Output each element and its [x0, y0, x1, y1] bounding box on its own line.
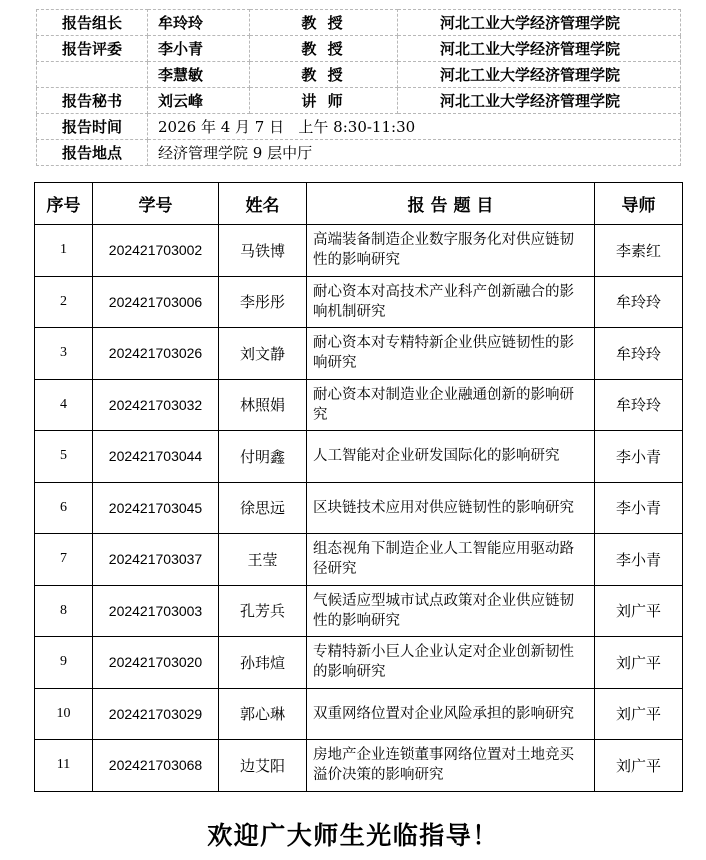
student-id: 202421703006 [93, 276, 219, 328]
advisor-name: 李小青 [595, 534, 683, 586]
role-label: 报告秘书 [37, 88, 148, 114]
member-name: 刘云峰 [148, 88, 250, 114]
member-title: 教 授 [250, 10, 398, 36]
header-no: 序号 [35, 183, 93, 225]
student-name: 孙玮煊 [219, 637, 307, 689]
report-topic: 区块链技术应用对供应链韧性的影响研究 [307, 482, 595, 534]
member-title: 教 授 [250, 36, 398, 62]
report-schedule-table [34, 182, 683, 792]
row-number: 6 [35, 482, 93, 534]
table-row [35, 379, 683, 431]
row-number: 5 [35, 431, 93, 483]
role-label: 报告组长 [37, 10, 148, 36]
header-topic: 报 告 题 目 [307, 183, 595, 225]
table-row [35, 688, 683, 740]
report-topic: 高端装备制造企业数字服务化对供应链韧性的影响研究 [307, 225, 595, 277]
time-value: 2026 年 4 月 7 日 上午 8:30-11:30 [148, 114, 681, 140]
student-id: 202421703032 [93, 379, 219, 431]
advisor-name: 刘广平 [595, 637, 683, 689]
place-value: 经济管理学院 9 层中厅 [148, 140, 681, 166]
table-header-row [35, 183, 683, 225]
student-id: 202421703045 [93, 482, 219, 534]
student-name: 马铁博 [219, 225, 307, 277]
report-topic: 双重网络位置对企业风险承担的影响研究 [307, 688, 595, 740]
table-row [35, 225, 683, 277]
table-row [35, 276, 683, 328]
header-name: 姓名 [219, 183, 307, 225]
info-row [37, 36, 681, 62]
member-title: 讲 师 [250, 88, 398, 114]
advisor-name: 刘广平 [595, 740, 683, 792]
student-id: 202421703044 [93, 431, 219, 483]
student-id: 202421703026 [93, 328, 219, 380]
report-topic: 气候适应型城市试点政策对企业供应链韧性的影响研究 [307, 585, 595, 637]
welcome-footer: 欢迎广大师生光临指导！ [207, 821, 499, 850]
table-row [35, 637, 683, 689]
info-row [37, 10, 681, 36]
student-name: 刘文静 [219, 328, 307, 380]
member-name: 李小青 [148, 36, 250, 62]
info-row-time [37, 114, 681, 140]
advisor-name: 李小青 [595, 482, 683, 534]
report-topic: 耐心资本对高技术产业科产创新融合的影响机制研究 [307, 276, 595, 328]
row-number: 4 [35, 379, 93, 431]
header-advisor: 导师 [595, 183, 683, 225]
row-number: 11 [35, 740, 93, 792]
student-id: 202421703002 [93, 225, 219, 277]
advisor-name: 刘广平 [595, 585, 683, 637]
info-row [37, 88, 681, 114]
student-name: 李彤彤 [219, 276, 307, 328]
row-number: 10 [35, 688, 93, 740]
report-topic: 耐心资本对专精特新企业供应链韧性的影响研究 [307, 328, 595, 380]
member-affiliation: 河北工业大学经济管理学院 [398, 10, 681, 36]
student-name: 林照娟 [219, 379, 307, 431]
advisor-name: 牟玲玲 [595, 379, 683, 431]
member-title: 教 授 [250, 62, 398, 88]
row-number: 8 [35, 585, 93, 637]
row-number: 3 [35, 328, 93, 380]
row-number: 7 [35, 534, 93, 586]
student-id: 202421703020 [93, 637, 219, 689]
advisor-name: 李素红 [595, 225, 683, 277]
report-topic: 人工智能对企业研发国际化的影响研究 [307, 431, 595, 483]
advisor-name: 牟玲玲 [595, 328, 683, 380]
table-row [35, 585, 683, 637]
row-number: 9 [35, 637, 93, 689]
role-label: 报告评委 [37, 36, 148, 62]
info-row-place [37, 140, 681, 166]
student-name: 边艾阳 [219, 740, 307, 792]
role-label [37, 62, 148, 88]
student-id: 202421703029 [93, 688, 219, 740]
student-name: 付明鑫 [219, 431, 307, 483]
member-affiliation: 河北工业大学经济管理学院 [398, 62, 681, 88]
student-id: 202421703037 [93, 534, 219, 586]
member-name: 李慧敏 [148, 62, 250, 88]
header-student-id: 学号 [93, 183, 219, 225]
table-row [35, 328, 683, 380]
time-label: 报告时间 [37, 114, 148, 140]
member-affiliation: 河北工业大学经济管理学院 [398, 36, 681, 62]
report-topic: 耐心资本对制造业企业融通创新的影响研究 [307, 379, 595, 431]
row-number: 1 [35, 225, 93, 277]
report-topic: 专精特新小巨人企业认定对企业创新韧性的影响研究 [307, 637, 595, 689]
student-name: 徐思远 [219, 482, 307, 534]
advisor-name: 李小青 [595, 431, 683, 483]
table-row [35, 431, 683, 483]
member-affiliation: 河北工业大学经济管理学院 [398, 88, 681, 114]
student-name: 王莹 [219, 534, 307, 586]
advisor-name: 刘广平 [595, 688, 683, 740]
info-row [37, 62, 681, 88]
row-number: 2 [35, 276, 93, 328]
student-name: 郭心琳 [219, 688, 307, 740]
student-id: 202421703068 [93, 740, 219, 792]
student-name: 孔芳兵 [219, 585, 307, 637]
member-name: 牟玲玲 [148, 10, 250, 36]
report-topic: 房地产企业连锁董事网络位置对土地竞买溢价决策的影响研究 [307, 740, 595, 792]
table-row [35, 534, 683, 586]
report-topic: 组态视角下制造企业人工智能应用驱动路径研究 [307, 534, 595, 586]
advisor-name: 牟玲玲 [595, 276, 683, 328]
table-row [35, 482, 683, 534]
student-id: 202421703003 [93, 585, 219, 637]
committee-info-table [36, 9, 681, 166]
table-row [35, 740, 683, 792]
place-label: 报告地点 [37, 140, 148, 166]
